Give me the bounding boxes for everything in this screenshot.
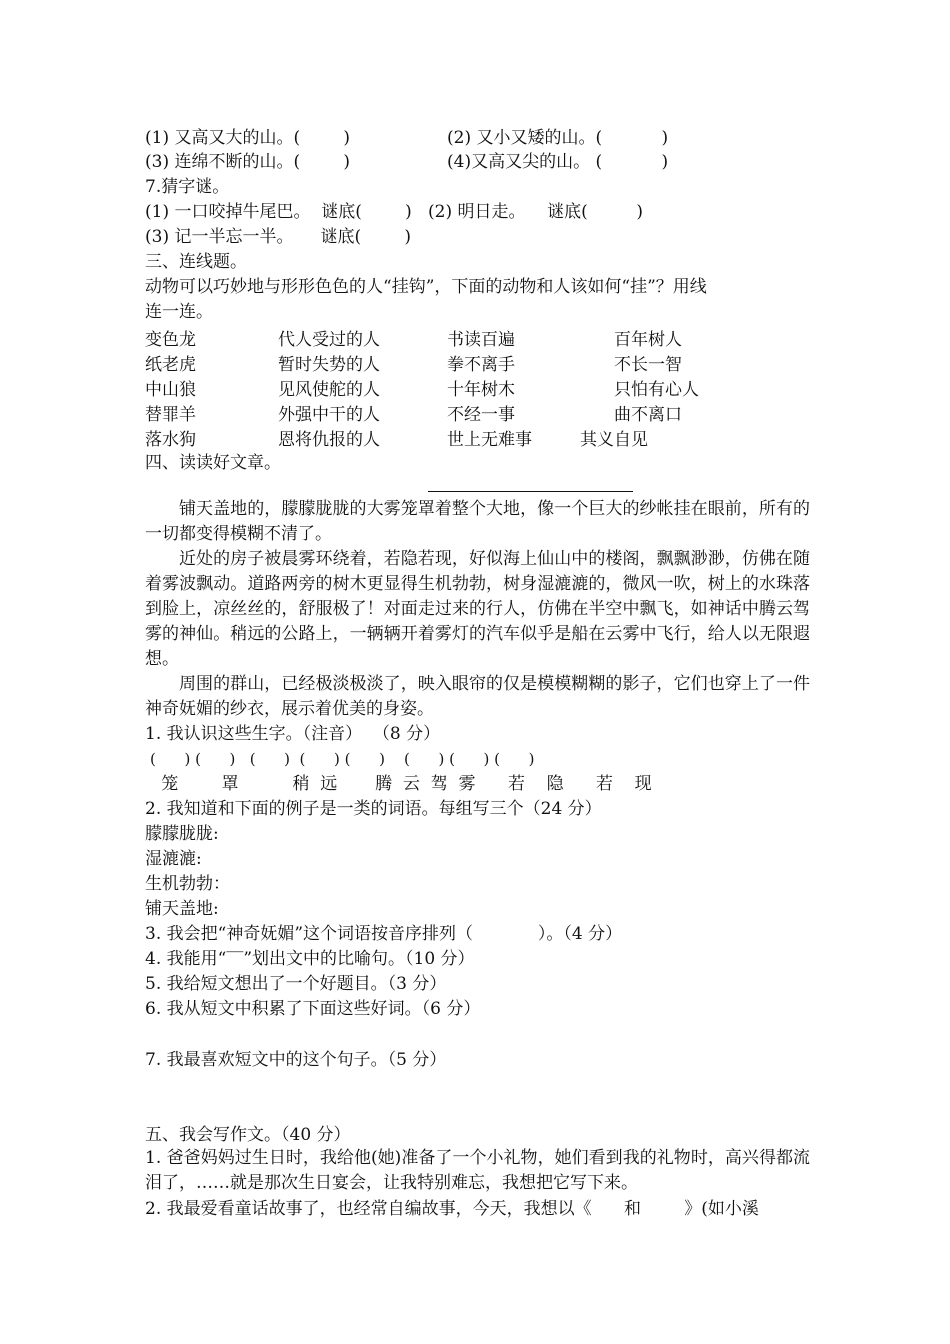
match-item[interactable]: 恩将仇报的人	[278, 430, 380, 450]
match-item[interactable]: 百年树人	[614, 330, 682, 350]
match-item[interactable]: 世上无难事	[447, 430, 532, 450]
match-item[interactable]: 不经一事	[447, 405, 515, 425]
match-item[interactable]: 拳不离手	[447, 355, 515, 375]
q7-title: 7.猜字谜。	[145, 177, 230, 197]
question-7: 7. 我最喜欢短文中的这个句子。（5 分）	[145, 1050, 447, 1070]
section4-title: 四、读读好文章。	[145, 453, 281, 473]
match-item[interactable]: 代人受过的人	[278, 330, 380, 350]
question-1: 1. 我认识这些生字。（注音） （8 分）	[145, 724, 441, 744]
match-item[interactable]: 中山狼	[145, 380, 196, 400]
question-4: 4. 我能用“‾‾”划出文中的比喻句。（10 分）	[145, 949, 475, 969]
match-item[interactable]: 书读百遍	[447, 330, 515, 350]
q2-example-3: 生机勃勃：	[145, 874, 230, 894]
q6-item-4: (4)又高又尖的山。 ( )	[447, 152, 669, 172]
q7-riddle-row-2: (3) 记一半忘一半。 谜底( )	[145, 227, 411, 247]
article-paragraph-1: 铺天盖地的，朦朦胧胧的大雾笼罩着整个大地，像一个巨大的纱帐挂在眼前，所有的一切都变得模糊不清了。	[145, 499, 810, 544]
article-paragraph-2: 近处的房子被晨雾环绕着，若隐若现，好似海上仙山中的楼阁，飘飘渺渺，仿佛在随着雾波飘动。道路两旁的树木更显得生机勃勃，树身湿漉漉的，微风一吹，树上的水珠落到脸上，凉丝丝的，舒服极了！对面走过来的行人，仿佛在半空中飘飞，如神话中腾云驾雾的神仙。稍远的公路上，一辆辆开着雾灯的汽车似乎是船在云雾中飞行，给人以无限遐想。	[145, 549, 810, 669]
essay-option-2: 2. 我最爱看童话故事了，也经常自编故事，今天，我想以《 和 》(如小溪	[145, 1199, 759, 1219]
article-paragraph-3: 周围的群山，已经极淡极淡了，映入眼帘的仅是模模糊糊的影子，它们也穿上了一件神奇妩媚的纱衣，展示着优美的身姿。	[145, 674, 810, 719]
q7-riddle-row-1: (1) 一口咬掉牛尾巴。 谜底( ) (2) 明日走。 谜底( )	[145, 202, 643, 222]
question-5: 5. 我给短文想出了一个好题目。（3 分）	[145, 974, 447, 994]
q2-example-4: 铺天盖地:	[145, 899, 219, 919]
characters-to-annotate: 笼 罩 稍 远 腾 云 驾 雾 若 隐 若 现	[145, 774, 652, 794]
question-2: 2. 我知道和下面的例子是一类的词语。每组写三个（24 分）	[145, 799, 602, 819]
match-item[interactable]: 曲不离口	[614, 405, 682, 425]
question-6: 6. 我从短文中积累了下面这些好词。（6 分）	[145, 999, 481, 1019]
match-item[interactable]: 见风使舵的人	[278, 380, 380, 400]
pinyin-answer-brackets[interactable]: ( ) ( ) ( ) ( ) ( ) ( ) ( ) ( )	[150, 750, 535, 768]
section3-intro-line-1: 动物可以巧妙地与形形色色的人“挂钩”，下面的动物和人该如何“挂”？用线	[145, 277, 707, 297]
match-item[interactable]: 暂时失势的人	[278, 355, 380, 375]
q2-example-1: 朦朦胧胧:	[145, 824, 219, 844]
section3-intro-line-2: 连一连。	[145, 302, 213, 322]
section3-title: 三、连线题。	[145, 252, 247, 272]
section5-title: 五、我会写作文。（40 分）	[145, 1125, 351, 1145]
match-item[interactable]: 只怕有心人	[614, 380, 699, 400]
match-item[interactable]: 替罪羊	[145, 405, 196, 425]
match-item[interactable]: 纸老虎	[145, 355, 196, 375]
q6-item-3: (3) 连绵不断的山。( )	[145, 152, 350, 172]
essay-option-1: 1. 爸爸妈妈过生日时，我给他(她)准备了一个小礼物，她们看到我的礼物时，高兴得都流泪了，……就是那次生日宴会，让我特别难忘，我想把它写下来。	[145, 1148, 810, 1193]
title-blank-line[interactable]	[428, 491, 633, 492]
match-item[interactable]: 不长一智	[614, 355, 682, 375]
question-3: 3. 我会把“神奇妩媚”这个词语按音序排列（ ）。（4 分）	[145, 924, 623, 944]
match-item[interactable]: 变色龙	[145, 330, 196, 350]
match-item[interactable]: 落水狗	[145, 430, 196, 450]
q2-example-2: 湿漉漉:	[145, 849, 202, 869]
match-item[interactable]: 其义自见	[580, 430, 648, 450]
match-item[interactable]: 外强中干的人	[278, 405, 380, 425]
q6-item-2: (2) 又小又矮的山。( )	[447, 128, 669, 148]
match-item[interactable]: 十年树木	[447, 380, 515, 400]
q6-item-1: (1) 又高又大的山。( )	[145, 128, 350, 148]
